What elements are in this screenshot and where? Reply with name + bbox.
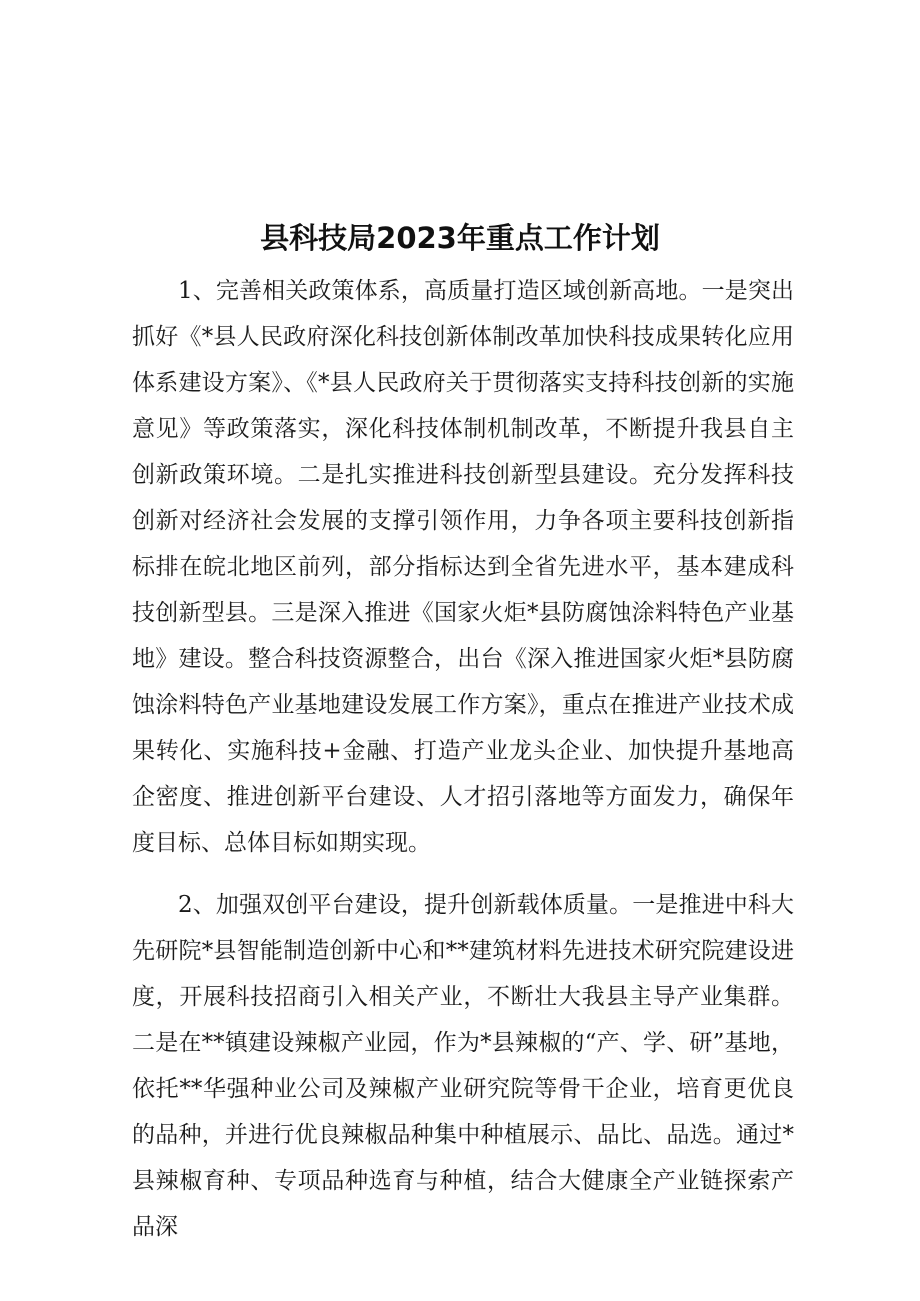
document-title: 县科技局2023年重点工作计划 <box>260 221 660 255</box>
document-body <box>132 268 794 1250</box>
paragraph-policy-system: 1、完善相关政策体系，高质量打造区域创新高地。一是突出抓好《*县人民政府深化科技创新体制改革加快科技成果转化应用体系建设方案》、《*县人民政府关于贯彻落实支持科技创新的实施意见》等政策落实，深化科技体制机制改革，不断提升我县自主创新政策环境。二是扎实推进科技创新型县建设。充分发挥科技创新对经济社会发展的支撑引领作用，力争各项主要科技创新指标排在皖北地区前列，部分指标达到全省先进水平，基本建成科技创新型县。三是深入推进《国家火炬*县防腐蚀涂料特色产业基地》建设。整合科技资源整合，出台《深入推进国家火炬*县防腐蚀涂料特色产业基地建设发展工作方案》，重点在推进产业技术成果转化、实施科技+金融、打造产业龙头企业、加快提升基地高企密度、推进创新平台建设、人才招引落地等方面发力，确保年度目标、总体目标如期实现。 <box>132 278 794 856</box>
paragraph-innovation-platform: 2、加强双创平台建设，提升创新载体质量。一是推进中科大先研院*县智能制造创新中心和**建筑材料先进技术研究院建设进度，开展科技招商引入相关产业，不断壮大我县主导产业集群。二是在**镇建设辣椒产业园，作为*县辣椒的“产、学、研”基地，依托**华强种业公司及辣椒产业研究院等骨干企业，培育更优良的品种，并进行优良辣椒品种集中种植展示、品比、品选。通过*县辣椒育种、专项品种选育与种植，结合大健康全产业链探索产品深 <box>132 892 794 1240</box>
